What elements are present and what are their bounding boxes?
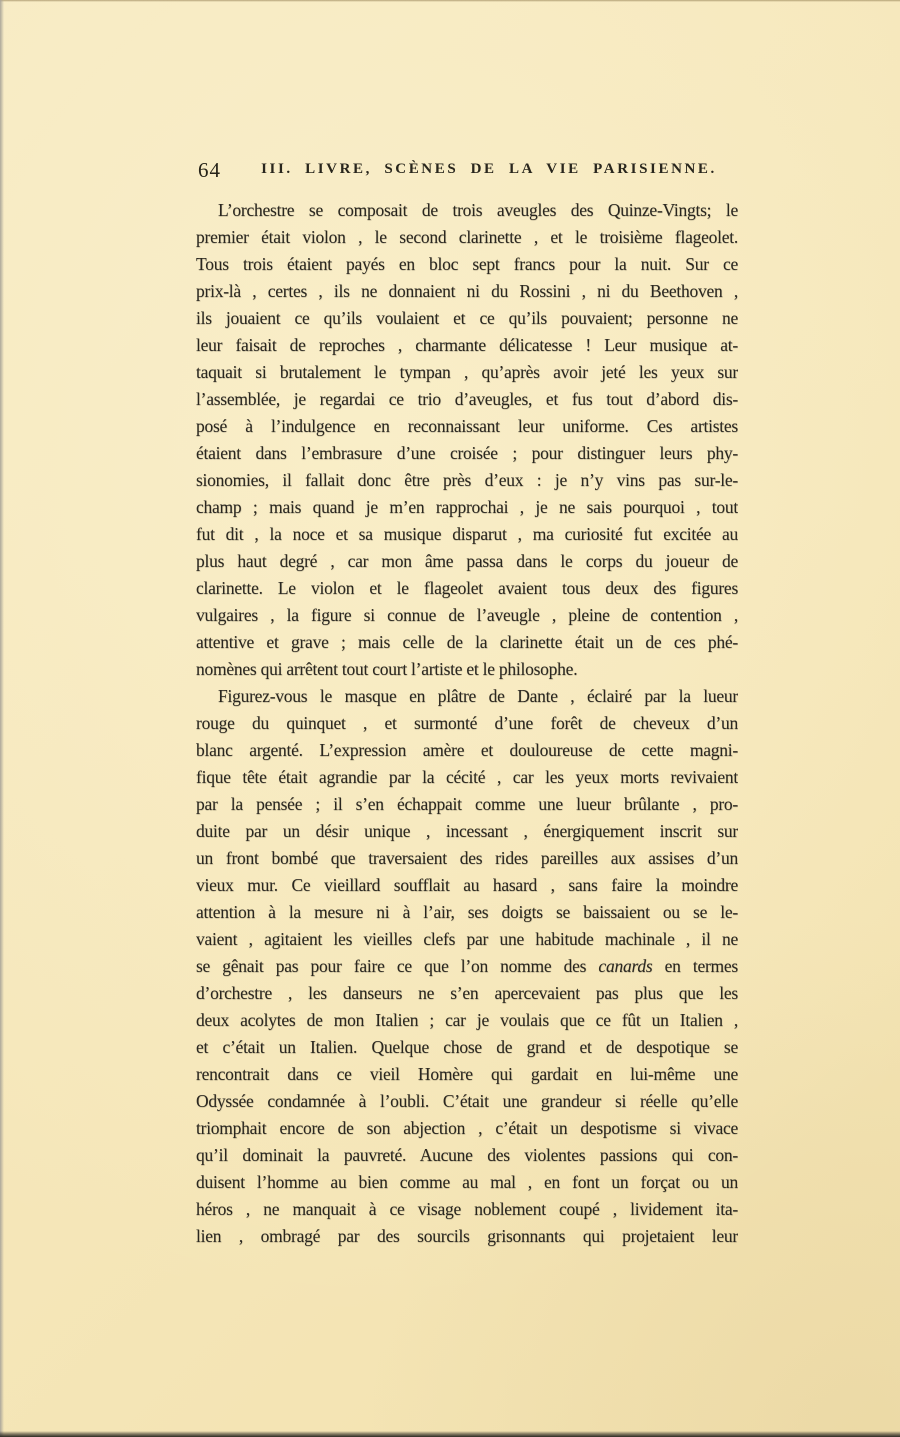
text-line: rouge du quinquet , et surmonté d’une forêt de cheveux d’un — [196, 713, 738, 733]
text-line: leur faisait de reproches , charmante délicatesse ! Leur musique at- — [196, 335, 738, 355]
text-line: triomphait encore de son abjection , c’était un despotisme si vivace — [196, 1118, 738, 1138]
text-line: blanc argenté. L’expression amère et douloureuse de cette magni- — [196, 740, 738, 760]
text-line: taquait si brutalement le tympan , qu’après avoir jeté les yeux sur — [196, 362, 738, 382]
text-line: lien , ombragé par des sourcils grisonnants qui projetaient leur — [196, 1226, 738, 1246]
page-header — [196, 158, 736, 184]
text-line: héros , ne manquait à ce visage noblement coupé , lividement ita- — [196, 1199, 738, 1219]
text-line: ils jouaient ce qu’ils voulaient et ce qu’ils pouvaient; personne ne — [196, 308, 738, 328]
text-line: l’assemblée, je regardai ce trio d’aveugles, et fus tout d’abord dis- — [196, 389, 738, 409]
text-line: duite par un désir unique , incessant , énergiquement inscrit sur — [196, 821, 738, 841]
text-line: posé à l’indulgence en reconnaissant leur uniforme. Ces artistes — [196, 416, 738, 436]
scan-edge-bottom — [0, 1431, 900, 1437]
text-line: se gênait pas pour faire ce que l’on nomme des canards en termes — [196, 956, 738, 976]
text-line: Figurez-vous le masque en plâtre de Dante , éclairé par la lueur — [218, 686, 738, 706]
text-line: clarinette. Le violon et le flageolet avaient tous deux des figures — [196, 578, 738, 598]
text-line: prix-là , certes , ils ne donnaient ni du Rossini , ni du Beethoven , — [196, 281, 738, 301]
scan-edge-top — [0, 0, 900, 2]
scan-edge-left — [0, 0, 4, 1437]
text-block — [196, 197, 738, 1250]
text-line: étaient dans l’embrasure d’une croisée ; pour distinguer leurs phy- — [196, 443, 738, 463]
page-number: 64 — [198, 158, 221, 182]
text-line: vulgaires , la figure si connue de l’aveugle , pleine de contention , — [196, 605, 738, 625]
text-line: rencontrait dans ce vieil Homère qui gardait en lui-même une — [196, 1064, 738, 1084]
text-line: plus haut degré , car mon âme passa dans le corps du joueur de — [196, 551, 738, 571]
text-line: d’orchestre , les danseurs ne s’en apercevaient pas plus que les — [196, 983, 738, 1003]
text-line: vaient , agitaient les vieilles clefs par une habitude machinale , il ne — [196, 929, 738, 949]
text-line: attention à la mesure ni à l’air, ses doigts se baissaient ou se le- — [196, 902, 738, 922]
text-line: fique tête était agrandie par la cécité , car les yeux morts revivaient — [196, 767, 738, 787]
paragraph — [196, 197, 738, 683]
text-line: L’orchestre se composait de trois aveugles des Quinze-Vingts; le — [218, 200, 738, 220]
text-line: un front bombé que traversaient des rides pareilles aux assises d’un — [196, 848, 738, 868]
text-line: nomènes qui arrêtent tout court l’artiste et le philosophe. — [196, 659, 578, 679]
text-line: sionomies, il fallait donc être près d’eux : je n’y vins pas sur-le- — [196, 470, 738, 490]
text-line: champ ; mais quand je m’en rapprochai , je ne sais pourquoi , tout — [196, 497, 738, 517]
text-line: Tous trois étaient payés en bloc sept francs pour la nuit. Sur ce — [196, 254, 738, 274]
running-title: III. LIVRE, SCÈNES DE LA VIE PARISIENNE. — [261, 161, 717, 177]
text-line: fut dit , la noce et sa musique disparut , ma curiosité fut excitée au — [196, 524, 738, 544]
text-line: deux acolytes de mon Italien ; car je voulais que ce fût un Italien , — [196, 1010, 738, 1030]
text-line: Odyssée condamnée à l’oubli. C’était une grandeur si réelle qu’elle — [196, 1091, 738, 1111]
text-line: par la pensée ; il s’en échappait comme une lueur brûlante , pro- — [196, 794, 738, 814]
text-line: qu’il dominait la pauvreté. Aucune des violentes passions qui con- — [196, 1145, 738, 1165]
text-line: duisent l’homme au bien comme au mal , en font un forçat ou un — [196, 1172, 738, 1192]
text-line: attentive et grave ; mais celle de la clarinette était un de ces phé- — [196, 632, 738, 652]
text-line: et c’était un Italien. Quelque chose de grand et de despotique se — [196, 1037, 738, 1057]
paragraph — [196, 683, 738, 1250]
text-line: premier était violon , le second clarinette , et le troisième flageolet. — [196, 227, 738, 247]
text-line: vieux mur. Ce vieillard soufflait au hasard , sans faire la moindre — [196, 875, 738, 895]
